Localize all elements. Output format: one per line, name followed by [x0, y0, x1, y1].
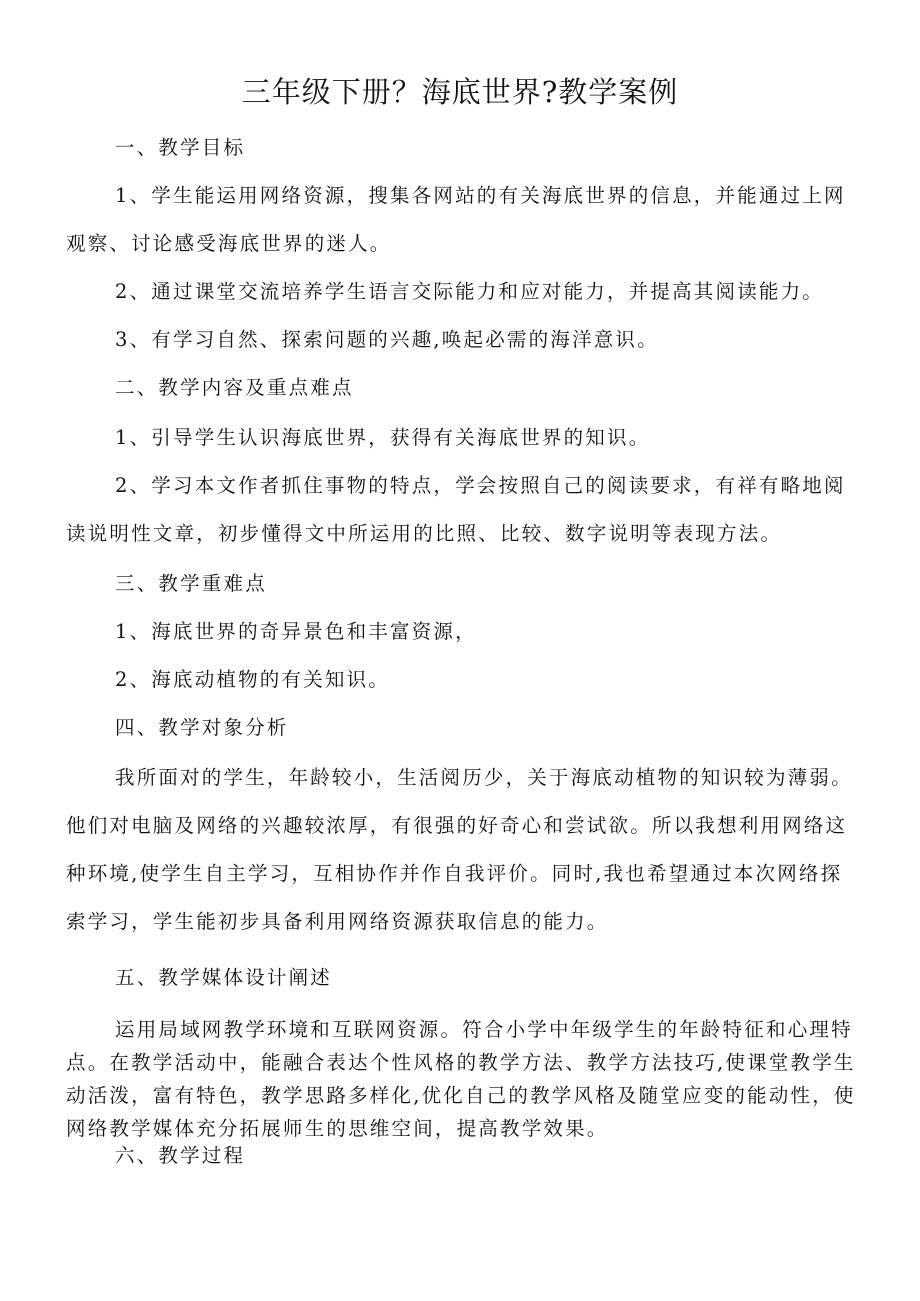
paragraph-line: 运用局域网教学环境和互联网资源。符合小学中年级学生的年龄特征和心理特	[115, 1018, 853, 1041]
paragraph-line: 索学习，学生能初步具备利用网络资源获取信息的能力。	[66, 910, 609, 933]
paragraph-line: 动活泼，富有特色，教学思路多样化,优化自己的教学风格及随堂应变的能动性，使	[66, 1084, 856, 1107]
paragraph-line: 2、通过课堂交流培养学生语言交际能力和应对能力，并提高其阅读能力。	[115, 280, 825, 303]
document-title: 三年级下册？海底世界?教学案例	[241, 75, 679, 109]
section-heading-content: 二、教学内容及重点难点	[115, 376, 354, 399]
section-heading-process: 六、教学过程	[115, 1144, 246, 1167]
paragraph-line: 网络教学媒体充分拓展师生的思维空间，提高教学效果。	[66, 1117, 609, 1140]
paragraph-line: 1、海底世界的奇异景色和丰富资源，	[115, 620, 477, 643]
section-heading-media: 五、教学媒体设计阐述	[115, 966, 333, 989]
paragraph-line: 观察、讨论感受海底世界的迷人。	[66, 232, 392, 255]
paragraph-line: 3、有学习自然、探索问题的兴趣,唤起必需的海洋意识。	[115, 328, 659, 351]
section-heading-objectives: 一、教学目标	[115, 136, 246, 159]
paragraph-line: 1、学生能运用网络资源，搜集各网站的有关海底世界的信息，并能通过上网	[115, 184, 846, 207]
paragraph-line: 读说明性文章，初步懂得文中所运用的比照、比较、数字说明等表现方法。	[66, 522, 783, 545]
paragraph-line: 种环境,使学生自主学习，互相协作并作自我评价。同时,我也希望通过本次网络探	[66, 862, 843, 885]
section-heading-key-points: 三、教学重难点	[115, 572, 267, 595]
paragraph-line: 我所面对的学生，年龄较小，生活阅历少，关于海底动植物的知识较为薄弱。	[115, 766, 853, 789]
paragraph-line: 2、海底动植物的有关知识。	[115, 668, 391, 691]
paragraph-line: 他们对电脑及网络的兴趣较浓厚，有很强的好奇心和尝试欲。所以我想利用网络这	[66, 814, 848, 837]
paragraph-line: 1、引导学生认识海底世界，获得有关海底世界的知识。	[115, 426, 651, 449]
paragraph-line: 点。在教学活动中，能融合表达个性风格的教学方法、教学方法技巧,使课堂教学生	[66, 1051, 856, 1074]
section-heading-audience: 四、教学对象分析	[115, 716, 289, 739]
paragraph-line: 2、学习本文作者抓住事物的特点，学会按照自己的阅读要求，有祥有略地阅	[115, 474, 846, 497]
